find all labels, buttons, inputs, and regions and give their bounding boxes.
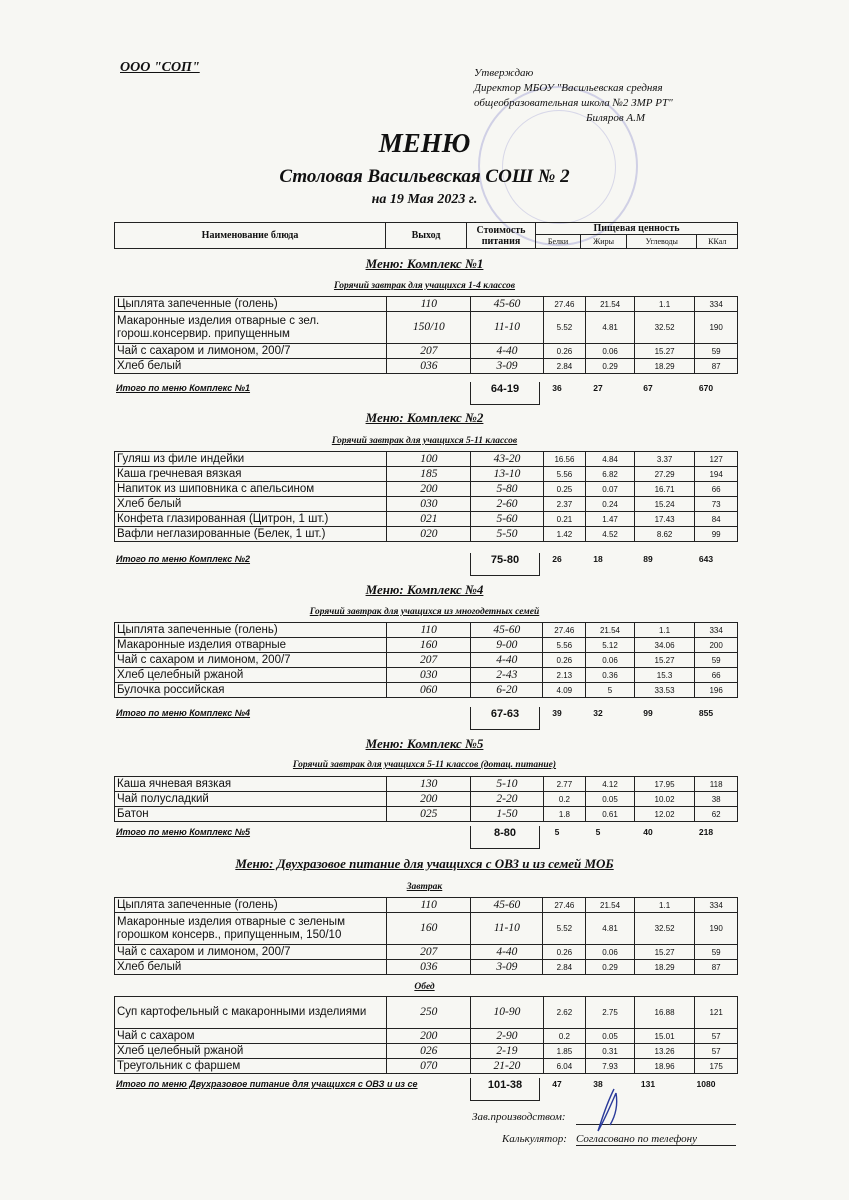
dish-kcal: 127 <box>695 452 738 467</box>
dish-kcal: 200 <box>695 638 738 653</box>
dish-carbs: 8.62 <box>634 527 694 542</box>
page-title: МЕНЮ <box>378 128 471 158</box>
dish-price: 2-60 <box>471 497 543 512</box>
total-proteins: 47 <box>552 1079 562 1089</box>
dish-name: Конфета глазированная (Цитрон, 1 шт.) <box>115 512 387 527</box>
dish-price: 2-90 <box>471 1029 543 1044</box>
table-row <box>115 623 738 638</box>
dish-kcal: 334 <box>695 297 738 312</box>
dish-price: 45-60 <box>471 297 543 312</box>
dish-name: Чай с сахаром и лимоном, 200/7 <box>115 344 387 359</box>
dish-fats: 0.05 <box>586 792 635 807</box>
section-total <box>114 382 738 396</box>
dish-output: 185 <box>387 467 471 482</box>
dish-name: Чай с сахаром и лимоном, 200/7 <box>115 653 387 668</box>
dish-proteins: 4.09 <box>543 683 586 698</box>
dish-carbs: 34.06 <box>634 638 694 653</box>
dish-carbs: 15.3 <box>634 668 694 683</box>
section-title: Меню: Комплекс №4 <box>365 582 484 597</box>
dish-fats: 2.75 <box>586 997 635 1029</box>
dish-fats: 0.36 <box>586 668 635 683</box>
lunch-label: Обед <box>414 982 435 992</box>
dish-price: 4-40 <box>471 653 543 668</box>
dish-price: 4-40 <box>471 344 543 359</box>
dish-name: Цыплята запеченные (голень) <box>115 623 387 638</box>
dish-output: 207 <box>387 344 471 359</box>
dish-price: 13-10 <box>471 467 543 482</box>
dish-fats: 5 <box>586 683 635 698</box>
dish-proteins: 6.04 <box>543 1059 586 1074</box>
dish-kcal: 190 <box>695 913 738 945</box>
dish-fats: 0.06 <box>586 653 635 668</box>
dish-proteins: 5.52 <box>543 312 586 344</box>
dish-output: 130 <box>387 777 471 792</box>
table-row <box>115 297 738 312</box>
total-carbs: 131 <box>640 1079 656 1089</box>
dish-carbs: 13.26 <box>634 1044 694 1059</box>
dish-fats: 21.54 <box>586 898 635 913</box>
dish-proteins: 0.26 <box>543 945 586 960</box>
dish-output: 020 <box>387 527 471 542</box>
dish-proteins: 1.85 <box>543 1044 586 1059</box>
table-row <box>115 668 738 683</box>
section-subtitle: Горячий завтрак для учащихся 1-4 классов <box>333 281 516 291</box>
header-output: Выход <box>386 223 467 249</box>
dish-proteins: 1.8 <box>543 807 586 822</box>
dish-kcal: 59 <box>695 653 738 668</box>
menu-items-table <box>114 296 738 374</box>
dish-output: 200 <box>387 792 471 807</box>
dish-name: Хлеб белый <box>115 359 387 374</box>
total-price: 101-38 <box>470 1078 540 1101</box>
dish-name: Вафли неглазированные (Белек, 1 шт.) <box>115 527 387 542</box>
dish-fats: 1.47 <box>586 512 635 527</box>
approval-line-3: общеобразовательная школа №2 ЗМР РТ" <box>474 97 673 109</box>
organization-name: ООО "СОП" <box>120 60 200 75</box>
dish-name: Цыплята запеченные (голень) <box>115 898 387 913</box>
total-label: Итого по меню Комплекс №4 <box>116 708 251 718</box>
section-title: Меню: Комплекс №5 <box>365 736 484 751</box>
dish-proteins: 2.77 <box>543 777 586 792</box>
table-row <box>115 482 738 497</box>
approval-line-2: Директор МБОУ "Васильевская средняя <box>474 82 663 94</box>
dish-name: Чай с сахаром и лимоном, 200/7 <box>115 945 387 960</box>
dish-fats: 4.52 <box>586 527 635 542</box>
dish-proteins: 0.2 <box>543 1029 586 1044</box>
total-carbs: 99 <box>643 708 653 718</box>
header-nutrition: Пищевая ценность <box>536 223 738 235</box>
total-kcal: 1080 <box>696 1079 716 1089</box>
production-label: Зав.производством: <box>472 1111 566 1123</box>
table-row <box>115 638 738 653</box>
section-subtitle: Горячий завтрак для учащихся 5-11 классов (дотац. питание) <box>292 760 557 770</box>
table-row <box>115 312 738 344</box>
dish-output: 036 <box>387 960 471 975</box>
dish-kcal: 87 <box>695 359 738 374</box>
dish-price: 5-60 <box>471 512 543 527</box>
menu-items-table <box>114 996 738 1074</box>
dish-kcal: 334 <box>695 898 738 913</box>
table-row <box>115 777 738 792</box>
dish-fats: 21.54 <box>586 623 635 638</box>
section-total <box>114 553 738 567</box>
dish-name: Каша гречневая вязкая <box>115 467 387 482</box>
dish-carbs: 33.53 <box>634 683 694 698</box>
total-label: Итого по меню Комплекс №1 <box>116 383 251 393</box>
dish-output: 160 <box>387 913 471 945</box>
dish-output: 036 <box>387 359 471 374</box>
dish-kcal: 334 <box>695 623 738 638</box>
dish-fats: 0.24 <box>586 497 635 512</box>
section-title: Меню: Комплекс №1 <box>365 256 484 271</box>
total-fats: 27 <box>593 383 603 393</box>
dish-kcal: 59 <box>695 945 738 960</box>
dish-price: 5-80 <box>471 482 543 497</box>
total-price: 67-63 <box>470 707 540 730</box>
table-row <box>115 497 738 512</box>
signature-icon <box>576 1085 636 1135</box>
dish-name: Батон <box>115 807 387 822</box>
dish-proteins: 5.56 <box>543 467 586 482</box>
dish-fats: 0.06 <box>586 344 635 359</box>
dish-carbs: 1.1 <box>634 297 694 312</box>
dish-price: 11-10 <box>471 913 543 945</box>
dish-price: 2-19 <box>471 1044 543 1059</box>
dish-kcal: 66 <box>695 668 738 683</box>
page-subtitle: Столовая Васильевская СОШ № 2 <box>279 166 570 187</box>
table-row <box>115 945 738 960</box>
total-carbs: 89 <box>643 554 653 564</box>
total-fats: 5 <box>595 827 601 837</box>
dish-kcal: 194 <box>695 467 738 482</box>
section-total <box>114 826 738 840</box>
dish-proteins: 5.56 <box>543 638 586 653</box>
dish-carbs: 17.43 <box>634 512 694 527</box>
dish-carbs: 15.27 <box>634 344 694 359</box>
dish-output: 110 <box>387 623 471 638</box>
dish-fats: 0.06 <box>586 945 635 960</box>
header-name: Наименование блюда <box>115 223 386 249</box>
dish-kcal: 59 <box>695 344 738 359</box>
dish-price: 3-09 <box>471 960 543 975</box>
menu-date: на 19 Мая 2023 г. <box>371 192 478 207</box>
total-fats: 38 <box>593 1079 603 1089</box>
dish-output: 100 <box>387 452 471 467</box>
dish-kcal: 196 <box>695 683 738 698</box>
dish-price: 45-60 <box>471 898 543 913</box>
dish-carbs: 3.37 <box>634 452 694 467</box>
dish-proteins: 2.13 <box>543 668 586 683</box>
dish-output: 150/10 <box>387 312 471 344</box>
dish-name: Каша ячневая вязкая <box>115 777 387 792</box>
dish-kcal: 175 <box>695 1059 738 1074</box>
dish-carbs: 10.02 <box>634 792 695 807</box>
table-row <box>115 527 738 542</box>
table-row <box>115 1029 738 1044</box>
total-price: 64-19 <box>470 382 540 405</box>
total-proteins: 36 <box>552 383 562 393</box>
dish-carbs: 15.24 <box>634 497 694 512</box>
dish-output: 070 <box>387 1059 471 1074</box>
dish-price: 1-50 <box>471 807 543 822</box>
dish-price: 2-20 <box>471 792 543 807</box>
dish-carbs: 16.88 <box>634 997 694 1029</box>
section-title: Меню: Комплекс №2 <box>365 410 484 425</box>
total-carbs: 67 <box>643 383 653 393</box>
dish-price: 21-20 <box>471 1059 543 1074</box>
dish-output: 026 <box>387 1044 471 1059</box>
table-row <box>115 1059 738 1074</box>
dish-output: 021 <box>387 512 471 527</box>
section-title: Меню: Двухразовое питание для учащихся с ОВЗ и из семей МОБ <box>235 856 614 871</box>
dish-fats: 5.12 <box>586 638 635 653</box>
approval-line-1: Утверждаю <box>474 67 534 79</box>
dish-output: 025 <box>387 807 471 822</box>
dish-price: 45-60 <box>471 623 543 638</box>
dish-price: 5-10 <box>471 777 543 792</box>
breakfast-label: Завтрак <box>406 882 443 892</box>
dish-price: 43-20 <box>471 452 543 467</box>
total-label: Итого по меню Комплекс №5 <box>116 827 251 837</box>
total-proteins: 39 <box>552 708 562 718</box>
dish-kcal: 62 <box>695 807 738 822</box>
dish-price: 11-10 <box>471 312 543 344</box>
total-label: Итого по меню Комплекс №2 <box>116 554 251 564</box>
dish-kcal: 57 <box>695 1044 738 1059</box>
dish-output: 030 <box>387 497 471 512</box>
dish-carbs: 1.1 <box>634 898 694 913</box>
approval-block <box>474 66 673 126</box>
section-total <box>114 1078 738 1092</box>
dish-price: 3-09 <box>471 359 543 374</box>
dish-price: 5-50 <box>471 527 543 542</box>
dish-name: Хлеб белый <box>115 497 387 512</box>
dish-output: 200 <box>387 482 471 497</box>
table-row <box>115 792 738 807</box>
section-subtitle: Горячий завтрак для учащихся из многодетных семей <box>309 607 540 617</box>
menu-items-table <box>114 776 738 822</box>
menu-items-table <box>114 622 738 698</box>
dish-fats: 4.81 <box>586 913 635 945</box>
dish-kcal: 87 <box>695 960 738 975</box>
dish-output: 207 <box>387 945 471 960</box>
dish-carbs: 18.29 <box>634 359 694 374</box>
total-proteins: 5 <box>554 827 560 837</box>
dish-proteins: 27.46 <box>543 623 586 638</box>
dish-proteins: 1.42 <box>543 527 586 542</box>
dish-carbs: 1.1 <box>634 623 694 638</box>
dish-name: Булочка российская <box>115 683 387 698</box>
dish-carbs: 18.96 <box>634 1059 694 1074</box>
dish-fats: 4.84 <box>586 452 635 467</box>
dish-proteins: 2.84 <box>543 359 586 374</box>
dish-price: 6-20 <box>471 683 543 698</box>
dish-name: Макаронные изделия отварные с зел. горош.консервир. припущенным <box>115 312 387 344</box>
dish-fats: 0.07 <box>586 482 635 497</box>
header-kcal: ККал <box>697 235 738 249</box>
table-row <box>115 997 738 1029</box>
total-price: 8-80 <box>470 826 540 849</box>
dish-kcal: 99 <box>695 527 738 542</box>
dish-fats: 6.82 <box>586 467 635 482</box>
dish-proteins: 16.56 <box>543 452 586 467</box>
dish-price: 9-00 <box>471 638 543 653</box>
dish-kcal: 121 <box>695 997 738 1029</box>
dish-kcal: 118 <box>695 777 738 792</box>
dish-proteins: 5.52 <box>543 913 586 945</box>
table-row <box>115 960 738 975</box>
dish-name: Чай полусладкий <box>115 792 387 807</box>
dish-kcal: 190 <box>695 312 738 344</box>
total-kcal: 670 <box>698 383 714 393</box>
table-row <box>115 512 738 527</box>
dish-output: 250 <box>387 997 471 1029</box>
dish-name: Суп картофельный с макаронными изделиями <box>115 997 387 1029</box>
header-price: Стоимость питания <box>467 223 536 249</box>
dish-kcal: 84 <box>695 512 738 527</box>
dish-proteins: 2.84 <box>543 960 586 975</box>
dish-price: 10-90 <box>471 997 543 1029</box>
dish-proteins: 0.21 <box>543 512 586 527</box>
dish-proteins: 0.26 <box>543 653 586 668</box>
dish-output: 060 <box>387 683 471 698</box>
dish-output: 110 <box>387 297 471 312</box>
header-carbs: Углеводы <box>627 235 697 249</box>
dish-carbs: 17.95 <box>634 777 695 792</box>
dish-carbs: 15.27 <box>634 653 694 668</box>
menu-items-table <box>114 451 738 542</box>
dish-fats: 0.61 <box>586 807 635 822</box>
dish-name: Макаронные изделия отварные <box>115 638 387 653</box>
table-row <box>115 467 738 482</box>
menu-items-table <box>114 897 738 975</box>
dish-proteins: 27.46 <box>543 898 586 913</box>
table-row <box>115 452 738 467</box>
header-fats: Жиры <box>581 235 627 249</box>
table-row <box>115 344 738 359</box>
dish-name: Макаронные изделия отварные с зеленым горошком консерв., припущенным, 150/10 <box>115 913 387 945</box>
dish-name: Чай с сахаром <box>115 1029 387 1044</box>
dish-carbs: 12.02 <box>634 807 695 822</box>
dish-proteins: 2.62 <box>543 997 586 1029</box>
total-kcal: 855 <box>698 708 714 718</box>
dish-carbs: 32.52 <box>634 913 694 945</box>
dish-proteins: 2.37 <box>543 497 586 512</box>
section-total <box>114 707 738 721</box>
dish-carbs: 18.29 <box>634 960 694 975</box>
table-row <box>115 807 738 822</box>
table-row <box>115 1044 738 1059</box>
dish-name: Треугольник с фаршем <box>115 1059 387 1074</box>
dish-fats: 0.29 <box>586 960 635 975</box>
table-row <box>115 898 738 913</box>
total-fats: 32 <box>593 708 603 718</box>
dish-kcal: 57 <box>695 1029 738 1044</box>
dish-price: 2-43 <box>471 668 543 683</box>
total-carbs: 40 <box>643 827 653 837</box>
dish-proteins: 27.46 <box>543 297 586 312</box>
table-row <box>115 653 738 668</box>
dish-name: Гуляш из филе индейки <box>115 452 387 467</box>
dish-carbs: 27.29 <box>634 467 694 482</box>
table-row <box>115 913 738 945</box>
dish-output: 207 <box>387 653 471 668</box>
total-price: 75-80 <box>470 553 540 576</box>
dish-fats: 4.12 <box>586 777 635 792</box>
total-fats: 18 <box>593 554 603 564</box>
dish-price: 4-40 <box>471 945 543 960</box>
dish-carbs: 16.71 <box>634 482 694 497</box>
total-kcal: 218 <box>698 827 714 837</box>
dish-fats: 21.54 <box>586 297 635 312</box>
dish-carbs: 32.52 <box>634 312 694 344</box>
dish-fats: 7.93 <box>586 1059 635 1074</box>
dish-output: 030 <box>387 668 471 683</box>
dish-name: Напиток из шиповника с апельсином <box>115 482 387 497</box>
dish-output: 110 <box>387 898 471 913</box>
table-row <box>115 359 738 374</box>
dish-carbs: 15.27 <box>634 945 694 960</box>
dish-name: Хлеб целебный ржаной <box>115 668 387 683</box>
dish-kcal: 38 <box>695 792 738 807</box>
dish-fats: 0.31 <box>586 1044 635 1059</box>
dish-fats: 0.29 <box>586 359 635 374</box>
table-row <box>115 683 738 698</box>
dish-fats: 0.05 <box>586 1029 635 1044</box>
total-kcal: 643 <box>698 554 714 564</box>
calculator-value: Согласовано по телефону <box>576 1133 736 1146</box>
dish-kcal: 66 <box>695 482 738 497</box>
total-label: Итого по меню Двухразовое питание для учащихся с ОВЗ и из се <box>116 1079 418 1089</box>
dish-name: Хлеб целебный ржаной <box>115 1044 387 1059</box>
dish-proteins: 0.2 <box>543 792 586 807</box>
dish-name: Цыплята запеченные (голень) <box>115 297 387 312</box>
approval-line-4: Биляров А.М <box>586 112 646 124</box>
dish-kcal: 73 <box>695 497 738 512</box>
dish-output: 200 <box>387 1029 471 1044</box>
dish-fats: 4.81 <box>586 312 635 344</box>
total-proteins: 26 <box>552 554 562 564</box>
dish-proteins: 0.26 <box>543 344 586 359</box>
header-table <box>114 222 738 249</box>
dish-proteins: 0.25 <box>543 482 586 497</box>
section-subtitle: Горячий завтрак для учащихся 5-11 классов <box>331 436 518 446</box>
header-proteins: Белки <box>536 235 581 249</box>
dish-output: 160 <box>387 638 471 653</box>
calculator-label: Калькулятор: <box>502 1133 567 1145</box>
dish-name: Хлеб белый <box>115 960 387 975</box>
dish-carbs: 15.01 <box>634 1029 694 1044</box>
